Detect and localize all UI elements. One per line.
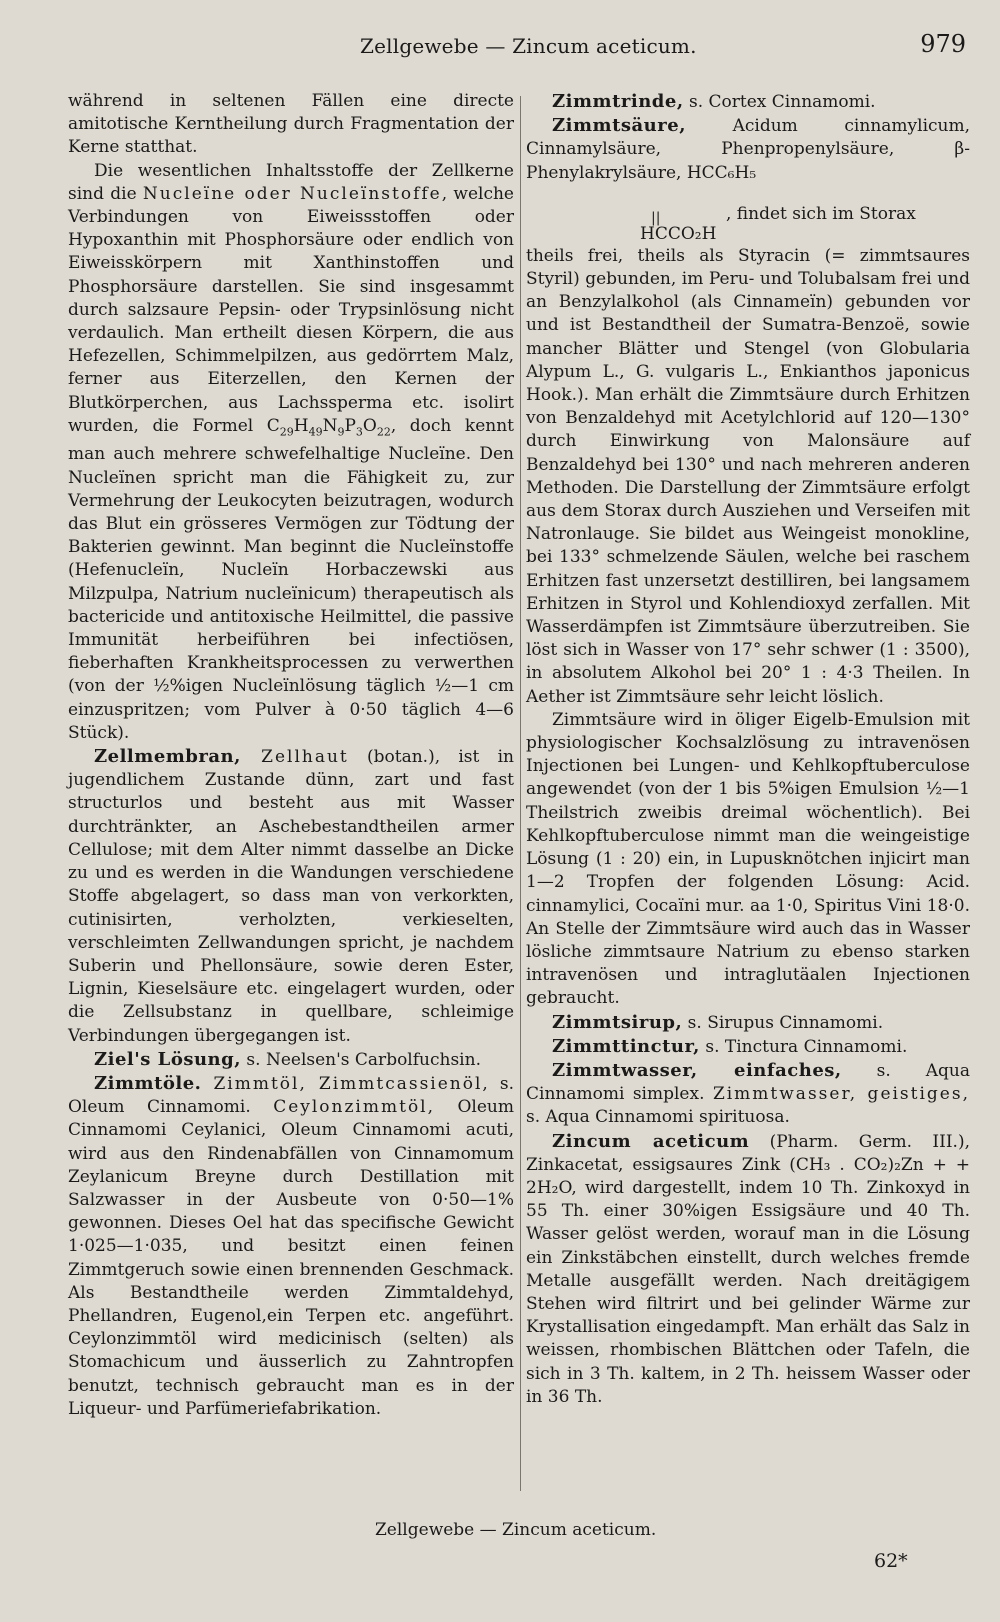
headword: Zimmtsäure,: [552, 115, 686, 137]
headword: Zimmtrinde,: [552, 91, 684, 112]
entry-zimmtwasser: Zimmtwasser, einfaches, s. Aqua Cinnamomi simplex. Zimmtwasser, geistiges, s. Aqua Cinnamomi spirituosa.: [526, 1059, 971, 1128]
headword: Zimmtwasser, einfaches,: [552, 1059, 842, 1081]
right-column: [526, 90, 970, 1500]
headword: Zimmtöle.: [94, 1072, 202, 1094]
paragraph-zimmtsaeure-therapy: Zimmtsäure wird in öliger Eigelb-Emulsion mit physiologischer Kochsalzlösung zu intravenösen Injectionen bei Lungen- und Kehlkopftuberculose angewendet (von der 1 bis 5%igen Emulsion ½—1 Theilstrich zweibis dreimal wöchentlich). Bei Kehlkopftuberculose nimmt man die weingeistige Lösung (1 : 20) ein, in Lupusknötchen injicirt man 1—2 Tropfen der folgenden Lösung: Acid. cinnamylici, Cocaïni mur. aa 1·0, Spiritus Vini 18·0. An Stelle der Zimmtsäure wird auch das in Wasser lösliche zimmtsaure Natrium zu ebenso starken intravenösen und intraglutäalen Injectionen gebraucht.: [526, 709, 970, 1009]
entry-zimmtsirup: Zimmtsirup, s. Sirupus Cinnamomi.: [552, 1011, 884, 1033]
page-header: [0, 30, 1000, 64]
entry-zimmtsaeure: Zimmtsäure, Acidum cinnamylicum, Cinnamylsäure, Phenpropenylsäure, β-Phenylakrylsäure, HCC₆H₅: [526, 115, 970, 183]
paragraph-nucleine: Die wesentlichen Inhaltsstoffe der Zellkerne sind die Nucleïne oder Nucleïnstoffe, welche Verbindungen von Eiweissstoffen oder Hypoxanthin mit Phosphorsäure oder endlich von Eiweisskörpern mit Xanthinstoffen und Phosphorsäure darstellen. Sie sind insgesammt durch salzsaure Pepsin- oder Trypsinlösung nicht verdaulich. Man ertheilt diesen Körpern, die aus Hefezellen, Schimmelpilzen, aus gedörrtem Malz, ferner aus Eiterzellen, den Kernen der Blutkörperchen, aus Lachssperma etc. isolirt wurden, die Formel $C_{29}H_{49}N_9P_3O_{22}$, doch kennt man auch mehrere schwefelhaltige Nucleïne. Den Nucleïnen spricht man die Fähigkeit zu, zur Vermehrung der Leukocyten beizutragen, wodurch das Blut ein grösseres Vermögen zur Tödtung der Bakterien gewinnt. Man beginnt die Nucleïnstoffe (Hefenucleïn, Nucleïn Horbaczewski aus Milzpulpa, Natrium nucleïnicum) therapeutisch als bactericide und antitoxische Heilmittel, die passive Immunität herbeiführen bei infectiösen, fieberhaften Krankheitsprocessen zu verwerthen (von der ½%igen Nucleïnlösung täglich ½—1 cm einzuspritzen; vom Pulver à 0·50 täglich 4—6 Stück).: [68, 160, 515, 743]
entry-zellmembran: Zellmembran, Zellhaut (botan.), ist in jugendlichem Zustande dünn, zart und fast structurlos und besteht aus mit Wasser durchtränkter, an Aschebestandtheilen armer Cellulose; mit dem Alter nimmt dasselbe an Dicke zu und es werden in die Wandungen verschiedene Stoffe abgelagert, so dass man von verkorkten, cutinisirten, verholzten, verkieselten, verschleimten Zellwandungen spricht, je nachdem Suberin und Phellonsäure, sowie deren Ester, Lignin, Kieselsäure etc. eingelagert wurden, oder die Zellsubstanz in quellbare, schleimige Verbindungen übergegangen ist.: [68, 746, 514, 1046]
column-divider: [520, 96, 521, 1491]
formula: $C_{29}H_{49}N_9P_3O_{22}$: [266, 415, 391, 439]
paragraph-continuation: während in seltenen Fällen eine directe amitotische Kerntheilung durch Fragmentation der Kerne statthat.: [68, 91, 514, 158]
page-number: 979: [920, 30, 966, 58]
headword: Ziel's Lösung,: [94, 1048, 242, 1070]
term-nucleine: Nucleïne oder Nucleïnstoffe: [142, 183, 442, 204]
entry-zimmtrinde: Zimmtrinde, s. Cortex Cinnamomi.: [552, 91, 876, 112]
signature-mark: 62*: [874, 1550, 908, 1572]
entry-ziels-loesung: Ziel's Lösung, s. Neelsen's Carbolfuchsin.: [94, 1048, 481, 1070]
entry-zimmtoele: Zimmtöle. Zimmtöl, Zimmtcassienöl, s. Oleum Cinnamomi. Ceylonzimmtöl, Oleum Cinnamomi Ceylanici, Oleum Cinnamomi acuti, wird aus den Rindenabfällen von Cinnamomum Zeylanicum Breyne durch Destillation mit Salzwasser in der Ausbeute von 0·50—1% gewonnen. Dieses Oel hat das specifische Gewicht 1·025—1·035, und besitzt einen feinen Zimmtgeruch sowie einen brennenden Geschmack. Als Bestandtheile werden Zimmtaldehyd, Phellandren, Eugenol,ein Terpen etc. angeführt. Ceylonzimmtöl wird medicinisch (selten) als Stomachicum und äusserlich zu Zahntropfen benutzt, technisch gebraucht man es in der Liqueur- und Parfümeriefabrikation.: [68, 1072, 514, 1419]
headword: Zimmttinctur,: [552, 1035, 700, 1057]
headword: Zincum aceticum: [552, 1130, 750, 1152]
structural-formula: || , findet sich im Storax HCCO₂H: [640, 203, 916, 244]
left-column: [68, 90, 514, 1500]
entry-zimmttinctur: Zimmttinctur, s. Tinctura Cinnamomi.: [552, 1035, 908, 1057]
headword: Zellmembran,: [94, 746, 241, 768]
entry-zincum-aceticum: Zincum aceticum (Pharm. Germ. III.), Zinkacetat, essigsaures Zink (CH₃ . CO₂)₂Zn + + 2H₂O, wird dargestellt, indem 10 Th. Zinkoxyd in 55 Th. einer 30%igen Essigsäure und 40 Th. Wasser gelöst werden, worauf man in die Lösung ein Zinkstäbchen einstellt, durch welches fremde Metalle ausgefällt werden. Nach dreitägigem Stehen wird filtrirt und bei gelinder Wärme zur Krystallisation eingedampft. Man erhält das Salz in weissen, rhombischen Blättchen oder Tafeln, die sich in 3 Th. kaltem, in 2 Th. heissem Wasser oder in 36 Th.: [526, 1130, 970, 1407]
running-title: Zellgewebe — Zincum aceticum.: [360, 34, 697, 58]
headword: Zimmtsirup,: [552, 1011, 683, 1033]
footer-title: Zellgewebe — Zincum aceticum.: [375, 1520, 657, 1540]
paragraph-zimmtsaeure: theils frei, theils als Styracin (= zimmtsaures Styril) gebunden, im Peru- und Tolubalsam frei und an Benzylalkohol (als Cinnameïn) gebunden vor und ist Bestandtheil der Sumatra-Benzoë, sowie mancher Blätter und Stengel (von Globularia Alypum L., G. vulgaris L., Enkianthos japonicus Hook.). Man erhält die Zimmtsäure durch Erhitzen von Benzaldehyd mit Acetylchlorid auf 120—130° durch Einwirkung von Malonsäure auf Benzaldehyd bei 130° und nach mehreren anderen Methoden. Die Darstellung der Zimmtsäure erfolgt aus dem Storax durch Ausziehen und Verseifen mit Natronlauge. Sie bildet aus Weingeist monokline, bei 133° schmelzende Säulen, welche bei raschem Erhitzen fast unzersetzt destilliren, bei langsamem Erhitzen in Styrol und Kohlendioxyd zerfallen. Mit Wasserdämpfen ist Zimmtsäure überzutreiben. Sie löst sich in Wasser von 17° sehr schwer (1 : 3500), in absolutem Alkohol bei 20° 1 : 4·3 Theilen. In Aether ist Zimmtsäure sehr leicht löslich.: [526, 245, 970, 707]
